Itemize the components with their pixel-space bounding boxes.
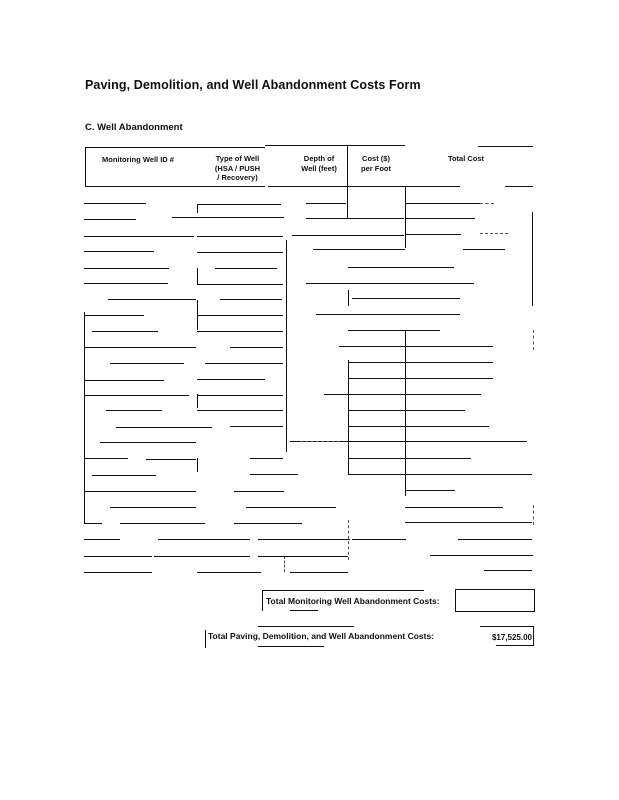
well-type-row-line: [154, 556, 250, 557]
well-type-row-line: [234, 491, 284, 492]
well-type-row-line: [197, 204, 281, 205]
faint-dash: [480, 233, 508, 234]
depth-row-line: [292, 235, 404, 236]
left-border: [84, 312, 85, 524]
well-type-row-line: [230, 426, 283, 427]
grand-total-bottom-rule: [496, 645, 533, 646]
well-type-row-line: [250, 458, 283, 459]
depth-row-line: [348, 267, 454, 268]
well-id-row-line: [146, 459, 196, 460]
well-id-row-line: [110, 507, 196, 508]
well-id-row-line: [84, 251, 154, 252]
monitoring-total-field[interactable]: [455, 589, 535, 612]
total-row-line: [405, 203, 480, 204]
depth-row-line: [290, 572, 348, 573]
well-id-row-line: [84, 236, 194, 237]
depth-row-line: [313, 249, 405, 250]
well-id-row-line: [84, 539, 120, 540]
well-type-row-line: [205, 363, 283, 364]
total-row-line: [405, 394, 481, 395]
depth-row-line: [348, 330, 440, 331]
col-header-cost-per-foot: Cost ($) per Foot: [361, 154, 391, 173]
total-row-line: [405, 458, 471, 459]
well-type-row-line: [197, 331, 283, 332]
depth-row-line: [348, 362, 405, 363]
total-row-line: [405, 426, 489, 427]
well-id-row-line: [110, 363, 184, 364]
cell-divider: [197, 394, 198, 408]
total-row-line: [405, 507, 503, 508]
faint-divider: [284, 556, 285, 572]
depth-row-line: [339, 346, 405, 347]
faint-divider: [533, 330, 534, 350]
faint-dash: [480, 203, 494, 204]
well-type-row-line: [197, 315, 283, 316]
well-id-row-line: [84, 523, 102, 524]
total-row-line: [405, 218, 475, 219]
total-row-line: [405, 490, 455, 491]
grand-total-right-border: [533, 626, 534, 646]
header-left-border: [85, 147, 86, 187]
depth-row-line: [258, 556, 348, 557]
grand-total-top-rule: [480, 626, 533, 627]
well-type-row-line: [197, 252, 283, 253]
well-id-row-line: [108, 299, 196, 300]
well-id-row-line: [116, 427, 212, 428]
well-type-row-line: [172, 217, 284, 218]
total-row-line: [405, 474, 532, 475]
total-row-line: [352, 539, 406, 540]
col-header-well-id: Monitoring Well ID #: [102, 155, 174, 164]
well-id-row-line: [84, 395, 189, 396]
total-row-line: [405, 378, 493, 379]
depth-row-line: [348, 458, 405, 459]
depth-row-line: [258, 539, 350, 540]
col-header-total-cost: Total Cost: [447, 154, 485, 163]
total-row-line: [430, 555, 533, 556]
well-type-row-line: [197, 572, 261, 573]
depth-row-line: [348, 474, 405, 475]
column-divider: [405, 330, 406, 496]
grand-total-top-rule: [258, 626, 354, 627]
header-rule: [265, 145, 405, 146]
monitoring-total-top-rule: [262, 590, 424, 591]
cell-divider: [197, 458, 198, 472]
right-border: [532, 212, 533, 306]
well-type-row-line: [197, 395, 283, 396]
grand-total-left-border: [205, 630, 206, 648]
faint-dash: [300, 441, 340, 442]
total-row-line: [405, 362, 493, 363]
well-type-row-line: [250, 474, 298, 475]
monitoring-total-bottom-rule: [290, 610, 318, 611]
faint-divider: [533, 505, 534, 525]
well-id-row-line: [84, 572, 152, 573]
monitoring-total-left-border: [262, 591, 263, 611]
section-heading: C. Well Abandonment: [85, 122, 183, 133]
column-divider: [286, 240, 287, 452]
depth-row-line: [348, 410, 405, 411]
well-type-row-line: [246, 507, 336, 508]
depth-row-line: [352, 298, 460, 299]
well-id-row-line: [92, 475, 156, 476]
total-row-line: [405, 234, 461, 235]
well-type-row-line: [197, 284, 283, 285]
well-id-row-line: [84, 380, 164, 381]
well-type-row-line: [197, 236, 283, 237]
header-rule: [85, 147, 265, 148]
depth-row-line: [348, 426, 405, 427]
faint-divider: [348, 520, 349, 560]
col-header-well-type: Type of Well (HSA / PUSH / Recovery): [214, 154, 261, 182]
grand-total-bottom-rule: [258, 646, 324, 647]
well-type-row-line: [197, 379, 265, 380]
header-bottom-rule: [268, 186, 460, 187]
well-id-row-line: [84, 347, 196, 348]
grand-total-label: Total Paving, Demolition, and Well Abandonment Costs:: [208, 631, 435, 641]
col-header-depth: Depth of Well (feet): [301, 154, 337, 173]
well-id-row-line: [92, 331, 158, 332]
total-row-line: [484, 570, 532, 571]
header-bottom-rule: [505, 186, 533, 187]
well-id-row-line: [84, 283, 168, 284]
grand-total-value: $17,525.00: [491, 633, 532, 642]
well-id-row-line: [106, 410, 162, 411]
depth-row-line: [306, 203, 346, 204]
well-id-row-line: [84, 458, 128, 459]
well-type-row-line: [215, 268, 277, 269]
header-rule: [478, 146, 533, 147]
well-type-row-line: [230, 347, 283, 348]
well-id-row-line: [84, 491, 196, 492]
well-id-row-line: [84, 268, 169, 269]
well-type-row-line: [197, 410, 283, 411]
total-row-line: [463, 249, 505, 250]
well-type-row-line: [158, 539, 250, 540]
column-divider: [405, 186, 406, 248]
total-row-line: [405, 346, 493, 347]
well-id-row-line: [84, 315, 144, 316]
well-id-row-line: [84, 219, 136, 220]
monitoring-total-value: [456, 590, 534, 596]
total-row-line: [405, 410, 465, 411]
form-title: Paving, Demolition, and Well Abandonment Costs Form: [85, 78, 421, 92]
well-id-row-line: [84, 556, 152, 557]
depth-row-line: [324, 394, 405, 395]
total-row-line: [405, 522, 532, 523]
well-type-row-line: [220, 299, 282, 300]
cell-divider: [197, 205, 198, 213]
well-id-row-line: [100, 442, 196, 443]
monitoring-total-label: Total Monitoring Well Abandonment Costs:: [266, 596, 440, 606]
well-type-row-line: [234, 523, 302, 524]
depth-row-line: [348, 378, 405, 379]
cell-divider: [197, 268, 198, 284]
depth-row-line: [306, 283, 474, 284]
total-row-line: [405, 441, 527, 442]
depth-row-line: [316, 314, 460, 315]
header-bottom-rule: [85, 186, 265, 187]
column-divider: [348, 290, 349, 306]
depth-row-line: [306, 218, 404, 219]
well-id-row-line: [120, 523, 205, 524]
well-id-row-line: [84, 203, 146, 204]
total-row-line: [458, 539, 532, 540]
